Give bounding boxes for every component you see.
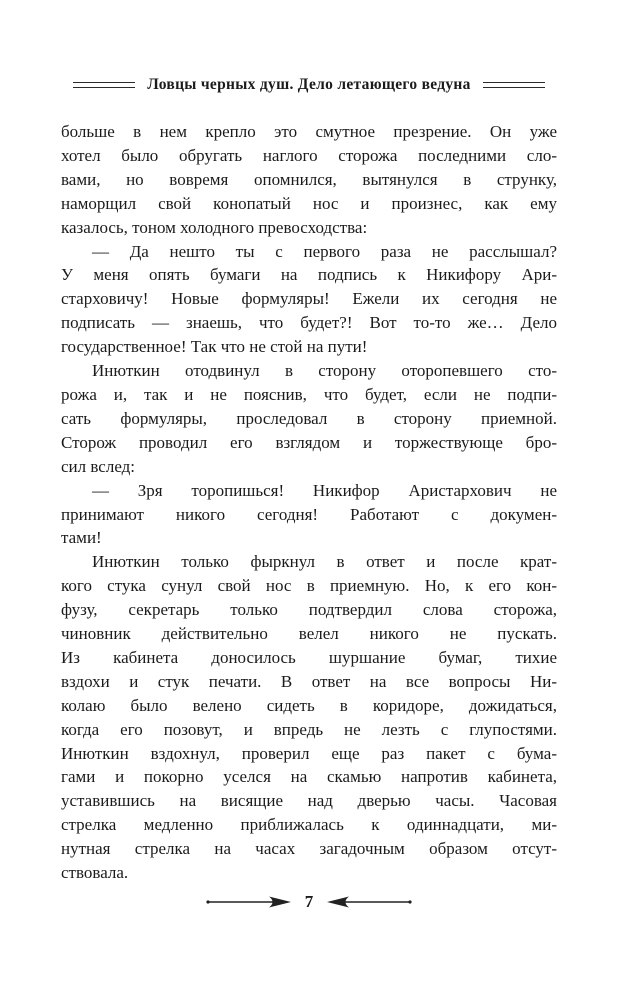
text-line: сать формуляры, проследовал в сторону приемной. — [61, 408, 557, 428]
text-line: фузу, секретарь только подтвердил слова сторожа, — [61, 600, 557, 620]
text-line: подписать — знаешь, что будет?! Вот то-то же… Дело — [61, 313, 557, 333]
page-footer — [0, 893, 618, 910]
text-line: вами, но вовремя опомнился, вытянулся в струнку, — [61, 169, 557, 189]
text-line: государственное! Так что не стой на пути! — [61, 337, 368, 357]
running-header — [0, 76, 618, 94]
text-line: — Зря торопишься! Никифор Аристархович не — [92, 480, 557, 500]
text-line: старховичу! Новые формуляры! Ежели их сегодня не — [61, 289, 557, 309]
text-line: колаю было велено сидеть в коридоре, дожидаться, — [61, 695, 557, 715]
text-line: нутная стрелка на часах загадочным образом отсут- — [61, 839, 557, 859]
text-line: Инюткин вздохнул, проверил еще раз пакет с бума- — [61, 743, 557, 763]
text-line: кого стука сунул свой нос в приемную. Но, к его кон- — [61, 576, 557, 596]
text-line: чиновник действительно велел никого не пускать. — [61, 624, 557, 644]
text-line: тами! — [61, 528, 102, 548]
text-line: когда его позовут, и впредь не лезть с глупостями. — [61, 719, 557, 739]
text-line: сил вслед: — [61, 456, 136, 476]
header-rule-right — [483, 82, 545, 88]
text-line: Сторож проводил его взглядом и торжествующе бро- — [61, 432, 557, 452]
header-rule-left — [73, 82, 135, 88]
text-line: Инюткин только фыркнул в ответ и после крат- — [92, 552, 557, 572]
text-line: наморщил свой конопатый нос и произнес, как ему — [61, 193, 557, 213]
header-title: Ловцы черных душ. Дело летающего ведуна — [147, 76, 471, 93]
text-line: уставившись на висящие над дверью часы. Часовая — [61, 791, 557, 811]
text-line: казалось, тоном холодного превосходства: — [61, 217, 368, 237]
page-number: 7 — [304, 892, 314, 911]
arrow-left-ornament-icon — [327, 895, 413, 909]
text-line: хотел было обругать наглого сторожа последними сло- — [61, 145, 557, 165]
arrow-right-ornament-icon — [205, 895, 291, 909]
text-line: рожа и, так и не пояснив, что будет, если не подпи- — [61, 384, 557, 404]
text-line: У меня опять бумаги на подпись к Никифору Ари- — [61, 265, 557, 285]
text-line: гами и покорно уселся на скамью напротив кабинета, — [61, 767, 557, 787]
text-line: Инюткин отодвинул в сторону оторопевшего сто- — [92, 361, 557, 381]
text-line: принимают никого сегодня! Работают с докумен- — [61, 504, 557, 524]
body-text — [61, 120, 557, 885]
text-line: стрелка медленно приближалась к одиннадцати, ми- — [61, 815, 557, 835]
text-line: ствовала. — [61, 863, 129, 883]
text-line: — Да нешто ты с первого раза не расслышал? — [92, 241, 557, 261]
text-line: больше в нем крепло это смутное презрение. Он уже — [61, 122, 557, 141]
text-line: вздохи и стук печати. В ответ на все вопросы Ни- — [61, 671, 557, 691]
text-line: Из кабинета доносилось шуршание бумаг, тихие — [61, 647, 557, 667]
